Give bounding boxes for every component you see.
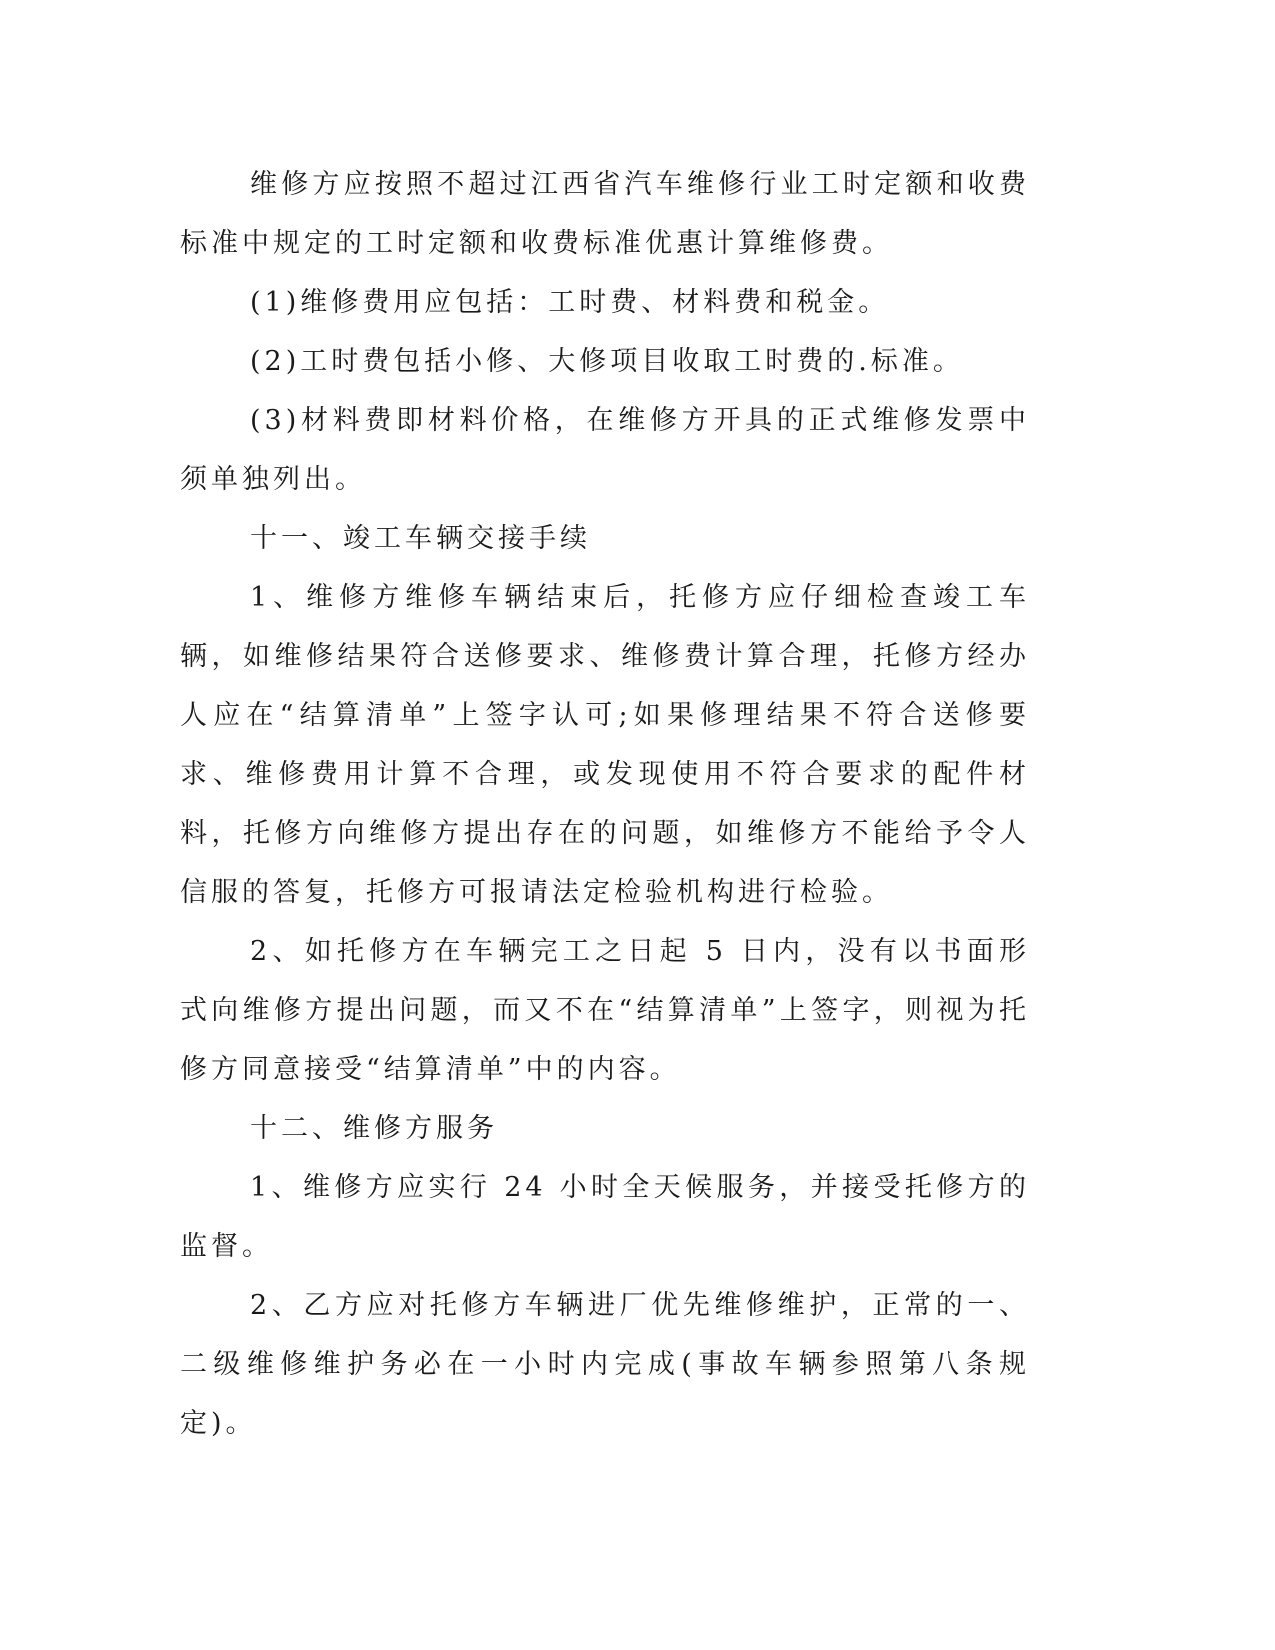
paragraph-labor-fee: (2)工时费包括小修、大修项目收取工时费的.标准。 <box>250 346 964 377</box>
paragraph-service-1: 1、维修方应实行 24 小时全天候服务，并接受托修方的监督。 <box>180 1172 1030 1262</box>
paragraph-service-2: 2、乙方应对托修方车辆进厂优先维修维护，正常的一、二级维修维护务必在一小时内完成(事故车辆参照第八条规定)。 <box>180 1290 1030 1439</box>
document-body <box>180 155 1030 1453</box>
paragraph-handover-2: 2、如托修方在车辆完工之日起 5 日内，没有以书面形式向维修方提出问题，而又不在“结算清单”上签字，则视为托修方同意接受“结算清单”中的内容。 <box>180 936 1030 1085</box>
section-heading-11: 十一、竣工车辆交接手续 <box>250 523 591 554</box>
paragraph-fee-items: (1)维修费用应包括：工时费、材料费和税金。 <box>250 287 890 318</box>
paragraph-material-fee: (3)材料费即材料价格，在维修方开具的正式维修发票中须单独列出。 <box>180 405 1030 495</box>
section-heading-12: 十二、维修方服务 <box>250 1113 498 1144</box>
paragraph-handover-1: 1、维修方维修车辆结束后，托修方应仔细检查竣工车辆，如维修结果符合送修要求、维修费计算合理，托修方经办人应在“结算清单”上签字认可;如果修理结果不符合送修要求、维修费用计算不合理，或发现使用不符合要求的配件材料，托修方向维修方提出存在的问题，如维修方不能给予令人信服的答复，托修方可报请法定检验机构进行检验。 <box>180 582 1030 908</box>
paragraph-fee-standard: 维修方应按照不超过江西省汽车维修行业工时定额和收费标准中规定的工时定额和收费标准优惠计算维修费。 <box>180 169 1030 259</box>
